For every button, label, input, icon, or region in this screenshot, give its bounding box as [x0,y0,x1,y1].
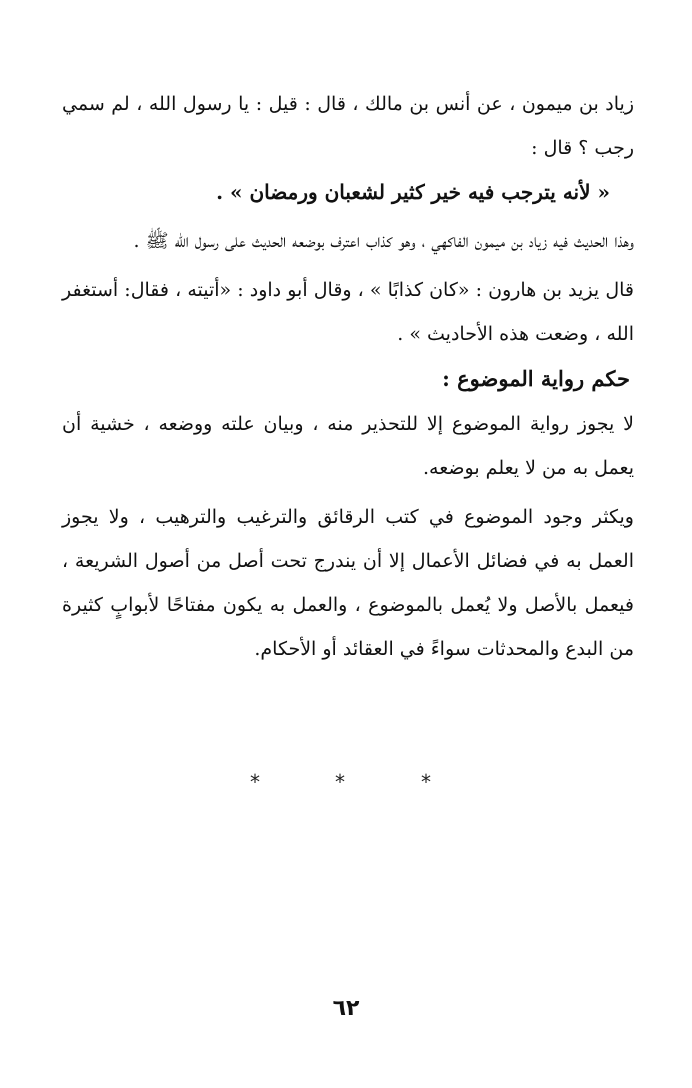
paragraph-ruling-details: ويكثر وجود الموضوع في كتب الرقائق والترغيب والترهيب ، ولا يجوز العمل به في فضائل الأعمال إلا أن يندرج تحت أصل من أصول الشريعة ، فيعمل بالأصل ولا يُعمل بالموضوع ، والعمل به يكون مفتاحًا لأبوابٍ كثيرة من البدع والمحدثات سواءً في العقائد أو الأحكام. [62,506,634,660]
page-body [62,82,634,671]
page-number: ٦٢ [332,996,360,1021]
separator-star: * [335,770,345,794]
paragraph-ruling: لا يجوز رواية الموضوع إلا للتحذير منه ، وبيان علته ووضعه ، خشية أن يعمل به من لا يعلم بوضعه. [62,413,634,479]
separator-star: * [421,770,431,794]
section-separator [0,770,692,800]
paragraph-narrator-note: وهذا الحديث فيه زياد بن ميمون الفاكهي ، وهو كذاب اعترف بوضعه الحديث على رسول الله ﷺ . [133,230,634,252]
paragraph-hadith-chain: زياد بن ميمون ، عن أنس بن مالك ، قال : قيل : يا رسول الله ، لم سمي رجب ؟ قال : [62,93,634,159]
separator-star: * [250,770,260,794]
section-heading: حكم رواية الموضوع : [442,366,630,391]
hadith-quote: « لأنه يترجب فيه خير كثير لشعبان ورمضان » . [216,180,610,204]
paragraph-narrator-confession: قال يزيد بن هارون : «كان كذابًا » ، وقال أبو داود : «أتيته ، فقال: أستغفر الله ، وضعت هذه الأحاديث » . [62,279,634,345]
